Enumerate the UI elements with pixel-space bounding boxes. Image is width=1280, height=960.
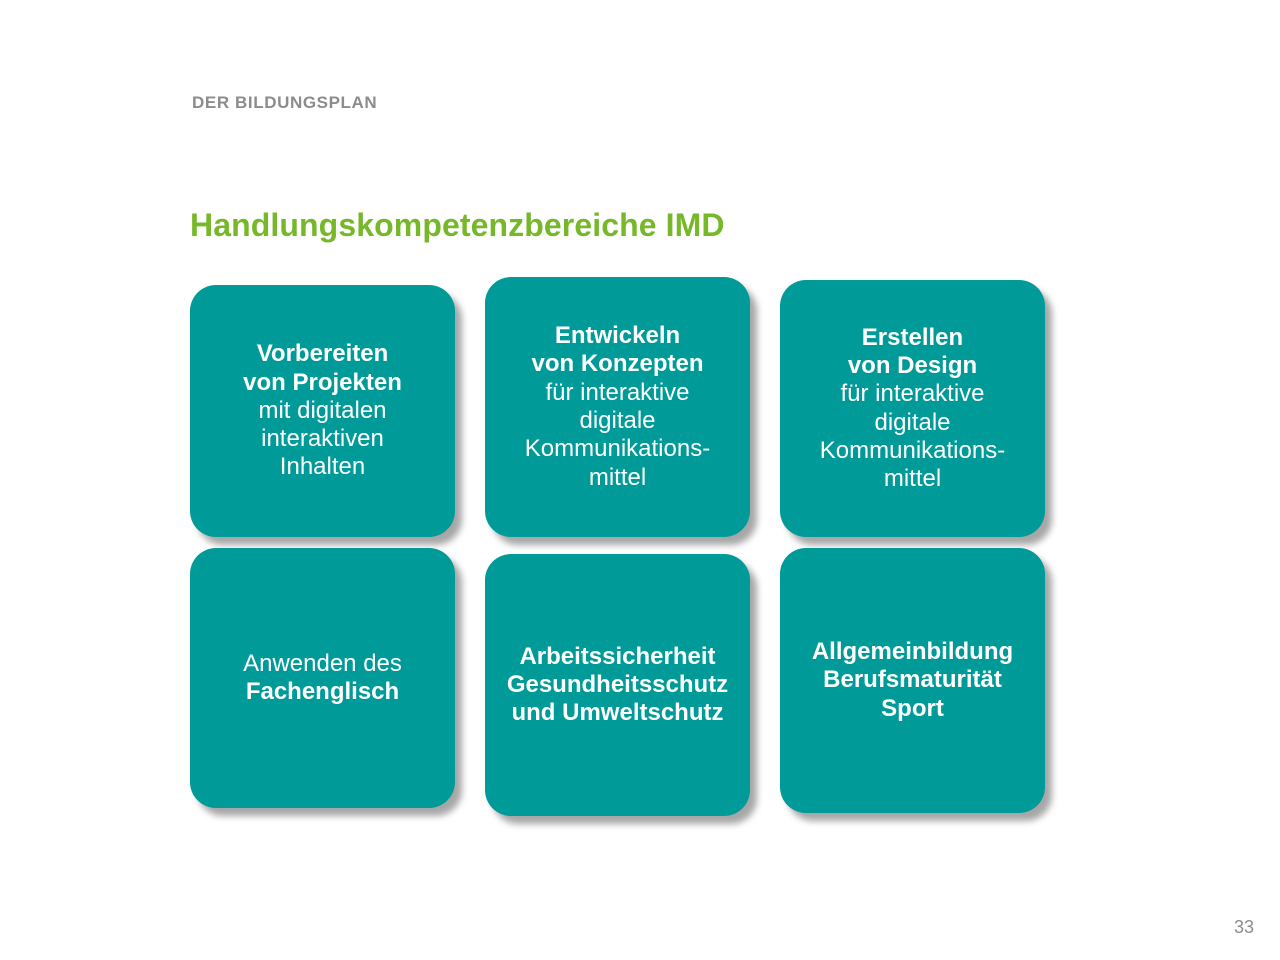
card-line: Kommunikations-: [524, 435, 711, 463]
card-line: Anwenden des: [243, 649, 402, 677]
card-line: Fachenglisch: [245, 678, 400, 705]
card-text: [202, 340, 443, 482]
slide-eyebrow: DER BILDUNGSPLAN: [192, 93, 378, 112]
card-vorbereiten-von-projekten[interactable]: [190, 285, 455, 537]
card-row-2: [190, 548, 1045, 816]
card-text: [497, 322, 738, 492]
card-line: Sport: [881, 694, 944, 722]
card-line: digitale: [579, 407, 656, 434]
card-line: für interaktive: [840, 380, 985, 408]
card-text: [792, 324, 1033, 494]
competence-card-grid: [190, 277, 1045, 816]
card-line: Vorbereiten: [256, 340, 389, 368]
card-allgemeinbildung[interactable]: [780, 548, 1045, 813]
page-title: Handlungskompetenzbereiche IMD: [190, 207, 725, 244]
card-text: [202, 650, 443, 707]
card-line: Gesundheitsschutz: [506, 670, 729, 698]
card-anwenden-des-fachenglisch[interactable]: [190, 548, 455, 808]
card-line: Inhalten: [279, 453, 366, 481]
card-line: Kommunikations-: [819, 436, 1006, 464]
page-number: 33: [1233, 917, 1254, 937]
card-line: interaktiven: [261, 425, 384, 453]
card-line: Erstellen: [861, 323, 964, 351]
card-erstellen-von-design[interactable]: [780, 280, 1045, 537]
card-arbeitssicherheit[interactable]: [485, 554, 750, 816]
card-line: Arbeitssicherheit: [519, 642, 716, 670]
card-line: mittel: [588, 463, 647, 491]
card-line: mit digitalen: [258, 396, 387, 424]
card-line: von Konzepten: [531, 350, 704, 378]
card-line: von Projekten: [243, 368, 402, 396]
card-line: Allgemeinbildung: [811, 638, 1014, 666]
card-line: für interaktive: [545, 378, 690, 406]
card-line: Entwickeln: [554, 322, 681, 350]
card-line: digitale: [874, 408, 951, 436]
card-line: und Umweltschutz: [511, 699, 724, 727]
card-line: mittel: [883, 465, 942, 493]
card-row-1: [190, 277, 1045, 537]
card-line: Berufsmaturität: [823, 666, 1002, 694]
card-line: von Design: [847, 351, 978, 379]
card-text: [497, 643, 738, 728]
card-entwickeln-von-konzepten[interactable]: [485, 277, 750, 537]
card-text: [792, 638, 1033, 723]
